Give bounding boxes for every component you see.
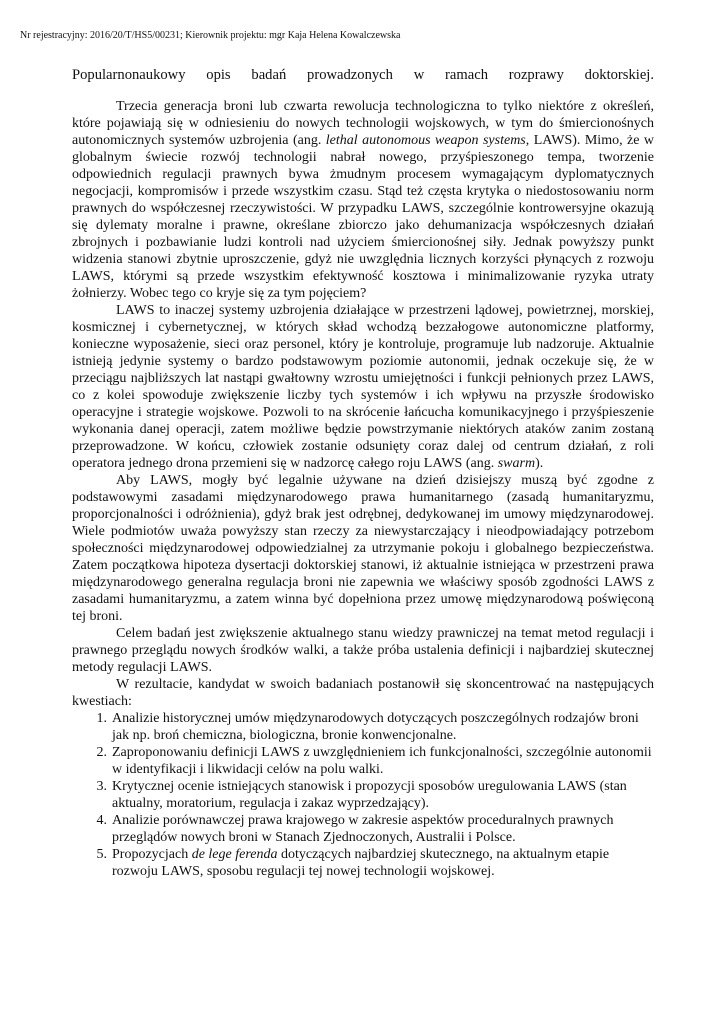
research-issues-list (72, 710, 654, 880)
document-title: Popularnonaukowy opis badań prowadzonych w ramach rozprawy doktorskiej. (72, 67, 654, 83)
list-item-text: Zaproponowaniu definicji LAWS z uwzględnieniem ich funkcjonalności, szczególnie autonomii w identyfikacji i likwidacji celów na polu walki. (112, 745, 652, 777)
list-item-text: Analizie historycznej umów międzynarodowych dotyczących poszczególnych rodzajów broni jak np. broń chemiczna, biologiczna, bronie konwencjonalne. (112, 711, 639, 743)
list-item (96, 778, 654, 812)
paragraph-intro (72, 98, 654, 302)
paragraph-legality (72, 472, 654, 625)
list-item-number: 5. (96, 847, 107, 862)
list-item-number: 4. (96, 813, 107, 828)
paragraph-emphasis: swarm (497, 456, 536, 471)
paragraph-research-goal (72, 625, 654, 676)
list-item-text: dotyczących najbardziej skutecznego, na aktualnym etapie rozwoju LAWS, sposobu regulacji tej nowej technologii wojskowej. (112, 847, 610, 879)
list-item-text: Krytycznej ocenie istniejących stanowisk i propozycji sposobów uregulowania LAWS (stan aktualny, moratorium, regulacja i zakaz wyprzedzający). (112, 779, 627, 811)
paragraph-text: Aby LAWS, mogły być legalnie używane na dzień dzisiejszy muszą być zgodne z podstawowymi zasadami międzynarodowego prawa humanitarnego (zasadą humanitaryzmu, proporcjonalności i odróżnienia), gdyż brak jest odrębnej, dedykowanej im umowy międzynarodowej. Wiele podmiotów uważa powyższy stan rzeczy za niewystarczający i nieodpowiadający potrzebom społeczności międzynarodowej odpowiedzialnej za utrzymanie pokoju i globalnego bezpieczeństwa. Zatem początkowa hipoteza dysertacji doktorskiej stanowi, iż aktualnie istniejąca w przestrzeni prawa międzynarodowego generalna regulacja broni nie zapewnia we właściwy sposób zgodności LAWS z zasadami humanitaryzmu, a zatem winna być dopełniona przez umowę międzynarodową poświęconą tej broni. (72, 473, 654, 624)
list-item-emphasis: de lege ferenda (191, 847, 278, 862)
list-item-text: Analizie porównawczej prawa krajowego w zakresie aspektów proceduralnych prawnych przeglądów nowych broni w Stanach Zjednoczonych, Australii i Polsce. (112, 813, 614, 845)
paragraph-text: W rezultacie, kandydat w swoich badaniach postanowił się skoncentrować na następujących kwestiach: (72, 677, 654, 709)
list-item (96, 710, 654, 744)
paragraph-text: Celem badań jest zwiększenie aktualnego stanu wiedzy prawniczej na temat metod regulacji i prawnego przeglądu nowych środków walki, a także próba ustalenia definicji i najbardziej skutecznej metody regulacji LAWS. (72, 626, 654, 675)
list-item-number: 3. (96, 779, 107, 794)
paragraph-issues-intro (72, 676, 654, 710)
list-item (96, 812, 654, 846)
registration-header: Nr rejestracyjny: 2016/20/T/HS5/00231; Kierownik projektu: mgr Kaja Helena Kowalczewska (20, 30, 401, 41)
list-item-number: 1. (96, 711, 107, 726)
list-item-text: Propozycjach (112, 847, 192, 862)
document-body (72, 66, 654, 880)
paragraph-text: Trzecia generacja broni lub czwarta rewolucja technologiczna to tylko niektóre z określeń, które pojawiają się w odniesieniu do nowych technologii wojskowych, w tym do śmiercionośnych autonomicznych systemów uzbrojenia (ang. (72, 99, 654, 148)
paragraph-text: , LAWS). Mimo, że w globalnym świecie rozwój technologii nabrał nowego, przyśpieszonego tempa, tworzenie odpowiednich regulacji prawnych bywa żmudnym procesem wymagającym dyplomatycznych negocjacji, kompromisów i przede wszystkim czasu. Stąd też częsta krytyka o niedostosowaniu norm prawnych do współczesnej rzeczywistości. W przypadku LAWS, szczególnie kontrowersyjne okazują się dylematy moralne i prawne, określane zbiorczo jako dehumanizacja współczesnych działań zbrojnych i pozbawianie ludzi kontroli nad użyciem śmiercionośnej siły. Jednak powyższy punkt widzenia stanowi zbytnie uproszczenie, gdyż nie uwzględnia licznych korzyści płynących z rozwoju LAWS, którymi są przede wszystkim efektywność kosztowa i minimalizowanie ryzyka utraty żołnierzy. Wobec tego co kryje się za tym pojęciem? (72, 133, 655, 301)
paragraph-emphasis: lethal autonomous weapon systems (325, 133, 526, 148)
paragraph-text: ). (535, 456, 544, 471)
paragraph-laws-definition (72, 302, 654, 472)
list-item (96, 846, 654, 880)
paragraph-text: LAWS to inaczej systemy uzbrojenia działające w przestrzeni lądowej, powietrznej, morskiej, kosmicznej i cybernetycznej, w których skład wchodzą bezzałogowe autonomiczne platformy, konieczne wyposażenie, sieci oraz personel, który je kontroluje, programuje lub nadzoruje. Aktualnie istnieją jedynie systemy o bardzo podstawowym poziomie autonomii, jednak oczekuje się, że w przeciągu najbliższych lat nastąpi gwałtowny wzrostu umiejętności i funkcji pełnionych przez LAWS, co z kolei spowoduje zwiększenie liczby tych systemów i ich wpływu na przyszłe środowisko operacyjne i strategie wojskowe. Pozwoli to na skrócenie łańcucha komunikacyjnego i przyśpieszenie wykonania danej operacji, zatem możliwe będzie powstrzymanie niektórych ataków zanim zostaną przeprowadzone. W końcu, człowiek zostanie odsunięty coraz dalej od centrum działań, z roli operatora jednego drona przemieni się w nadzorcę całego roju LAWS (ang. (72, 303, 654, 471)
list-item-number: 2. (96, 745, 107, 760)
list-item (96, 744, 654, 778)
